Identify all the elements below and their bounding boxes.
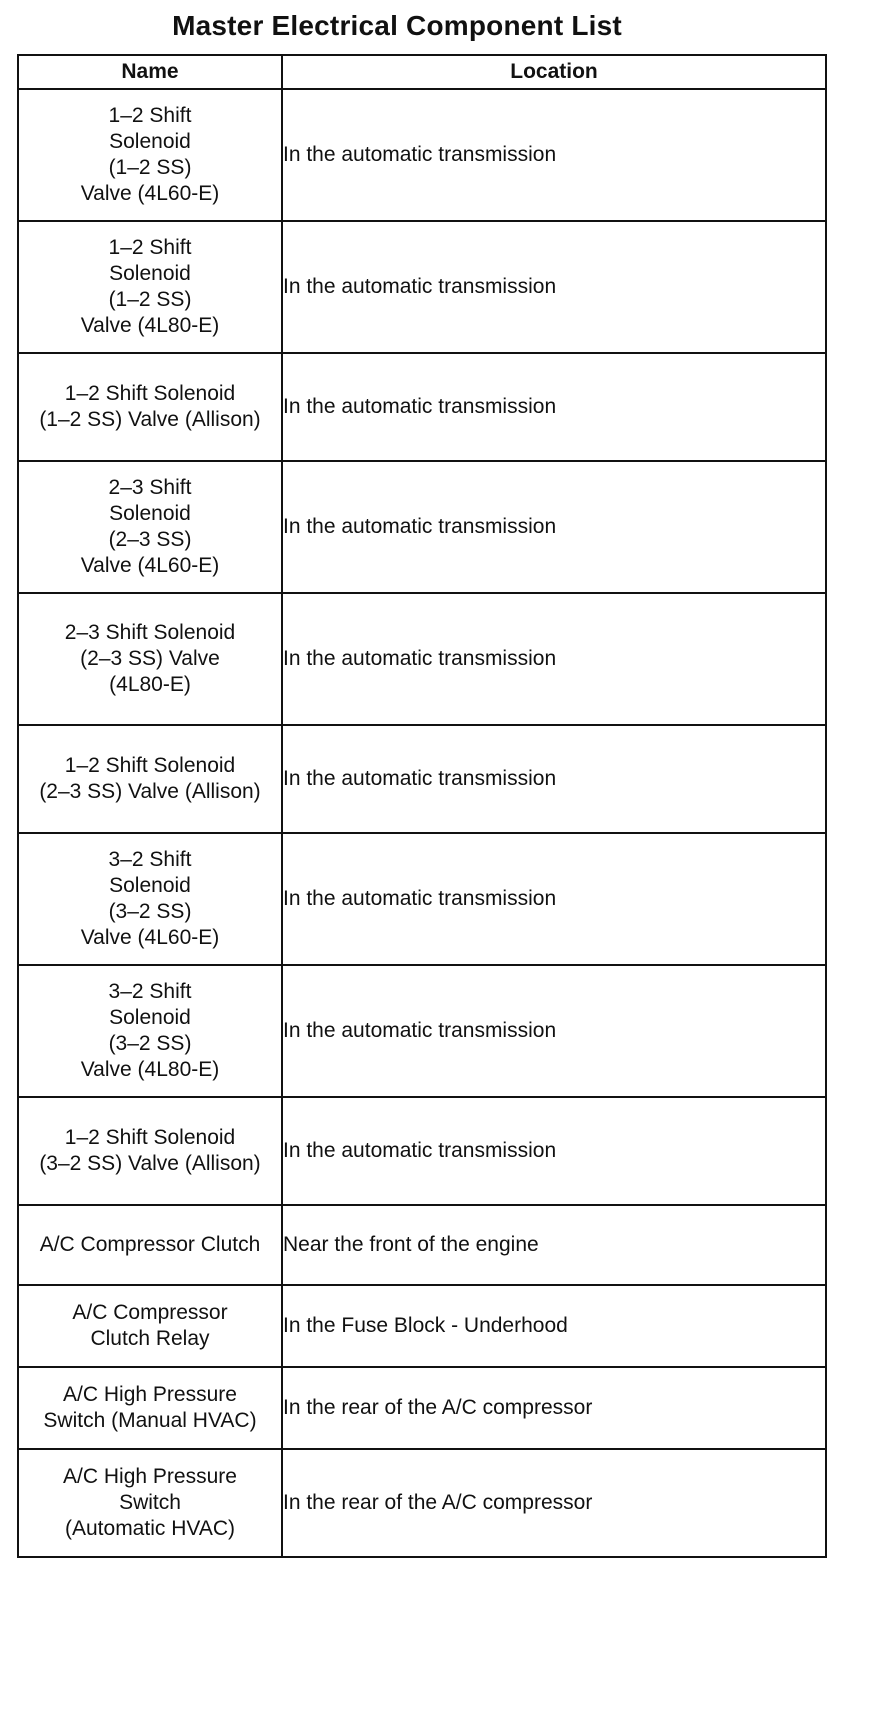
component-location: In the automatic transmission: [282, 353, 826, 461]
component-name: A/C High Pressure Switch (Manual HVAC): [43, 1383, 257, 1432]
table-row: [18, 1449, 826, 1557]
component-name-cell: [18, 1285, 282, 1367]
component-name: A/C High Pressure Switch (Automatic HVAC): [63, 1465, 237, 1540]
column-header-name: Name: [18, 55, 282, 89]
component-location: In the automatic transmission: [282, 461, 826, 593]
table-row: [18, 353, 826, 461]
component-location: In the Fuse Block - Underhood: [282, 1285, 826, 1367]
table-row: [18, 221, 826, 353]
component-name-cell: [18, 833, 282, 965]
table-row: [18, 461, 826, 593]
component-name-cell: [18, 221, 282, 353]
component-name-cell: [18, 1205, 282, 1285]
component-name-cell: [18, 1367, 282, 1449]
page-title: Master Electrical Component List: [172, 10, 622, 41]
component-table: [17, 54, 827, 1558]
component-location: In the automatic transmission: [282, 725, 826, 833]
column-header-location: Location: [282, 55, 826, 89]
header-row: [18, 55, 826, 89]
component-name: 1–2 Shift Solenoid (1–2 SS) Valve (Allison): [39, 382, 261, 431]
table-row: [18, 1205, 826, 1285]
component-location: In the rear of the A/C compressor: [282, 1449, 826, 1557]
table-row: [18, 1097, 826, 1205]
component-location: In the automatic transmission: [282, 833, 826, 965]
component-location: In the automatic transmission: [282, 1097, 826, 1205]
component-name: 1–2 Shift Solenoid (2–3 SS) Valve (Allison): [39, 754, 261, 803]
component-name: 1–2 Shift Solenoid (3–2 SS) Valve (Allison): [39, 1126, 261, 1175]
table-row: [18, 593, 826, 725]
table-row: [18, 1367, 826, 1449]
component-location: In the automatic transmission: [282, 965, 826, 1097]
component-name: 3–2 Shift Solenoid (3–2 SS) Valve (4L60-E): [80, 848, 220, 949]
component-location: In the automatic transmission: [282, 89, 826, 221]
component-name-cell: [18, 1449, 282, 1557]
component-name-cell: [18, 965, 282, 1097]
component-name: 3–2 Shift Solenoid (3–2 SS) Valve (4L80-E): [80, 980, 220, 1081]
component-name: A/C Compressor Clutch Relay: [72, 1301, 228, 1350]
table-row: [18, 1285, 826, 1367]
component-name-cell: [18, 593, 282, 725]
component-name: 2–3 Shift Solenoid (2–3 SS) Valve (4L80-E): [64, 621, 236, 696]
component-name-cell: [18, 461, 282, 593]
table-row: [18, 965, 826, 1097]
component-location: Near the front of the engine: [282, 1205, 826, 1285]
component-name-cell: [18, 1097, 282, 1205]
component-location: In the automatic transmission: [282, 221, 826, 353]
component-name: 1–2 Shift Solenoid (1–2 SS) Valve (4L80-E): [80, 236, 220, 337]
table-row: [18, 833, 826, 965]
component-name-cell: [18, 353, 282, 461]
component-location: In the rear of the A/C compressor: [282, 1367, 826, 1449]
component-name: 1–2 Shift Solenoid (1–2 SS) Valve (4L60-E): [80, 104, 220, 205]
component-location: In the automatic transmission: [282, 593, 826, 725]
component-name-cell: [18, 89, 282, 221]
table-row: [18, 89, 826, 221]
component-name-cell: [18, 725, 282, 833]
table-row: [18, 725, 826, 833]
component-name: A/C Compressor Clutch: [39, 1233, 261, 1256]
component-name: 2–3 Shift Solenoid (2–3 SS) Valve (4L60-E): [80, 476, 220, 577]
